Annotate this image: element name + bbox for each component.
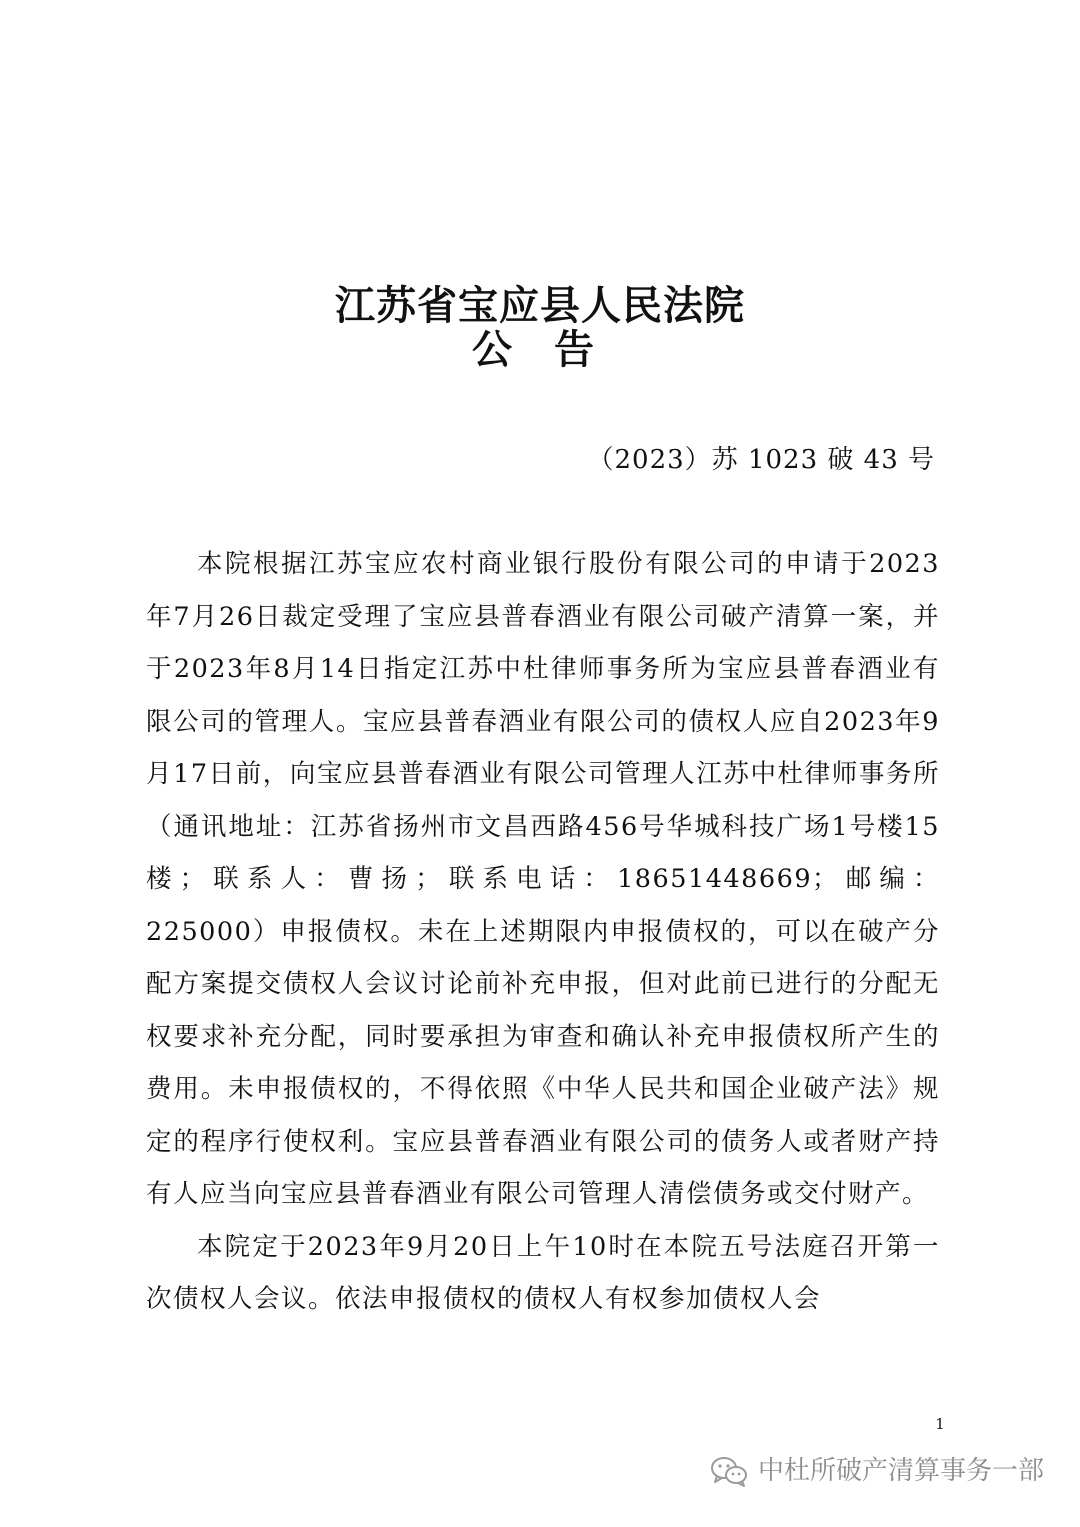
notice-heading: 公 告 <box>472 326 608 373</box>
case-number: （2023）苏 1023 破 43 号 <box>587 445 935 475</box>
account-name: 中杜所破产清算事务一部 <box>757 1456 1044 1486</box>
wechat-icon <box>710 1455 748 1487</box>
court-name-heading: 江苏省宝应县人民法院 <box>335 282 745 329</box>
account-watermark <box>710 1451 1044 1491</box>
paragraph-creditors-meeting: 本院定于2023年9月20日上午10时在本院五号法庭召开第一次债权人会议。依法申报债权的债权人有权参加债权人会 <box>146 1231 940 1314</box>
page-number: 1 <box>935 1415 945 1433</box>
notice-body <box>146 538 940 1326</box>
paragraph-creditor-claims: 本院根据江苏宝应农村商业银行股份有限公司的申请于2023年7月26日裁定受理了宝应县普春酒业有限公司破产清算一案，并于2023年8月14日指定江苏中杜律师事务所为宝应县普春酒业有限公司的管理人。宝应县普春酒业有限公司的债权人应自2023年9月17日前，向宝应县普春酒业有限公司管理人江苏中杜律师事务所（通讯地址：江苏省扬州市文昌西路456号华城科技广场1号楼15楼；联系人：曹扬；联系电话：18651448669；邮编：225000）申报债权。未在上述期限内申报债权的，可以在破产分配方案提交债权人会议讨论前补充申报，但对此前已进行的分配无权要求补充分配，同时要承担为审查和确认补充申报债权所产生的费用。未申报债权的，不得依照《中华人民共和国企业破产法》规定的程序行使权利。宝应县普春酒业有限公司的债务人或者财产持有人应当向宝应县普春酒业有限公司管理人清偿债务或交付财产。 <box>146 549 940 1209</box>
